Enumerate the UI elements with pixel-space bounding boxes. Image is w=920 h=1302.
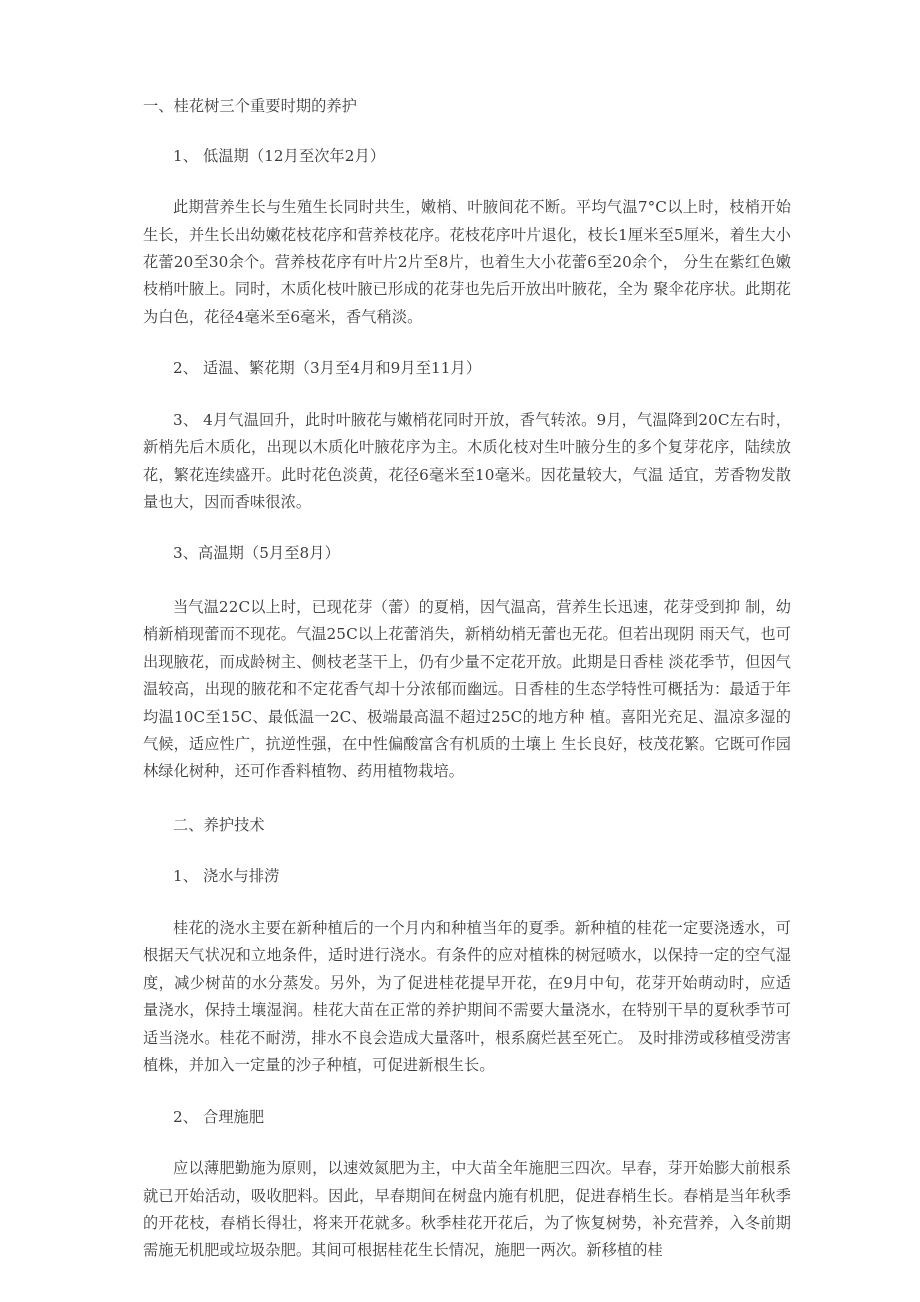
- paragraph-moderate-temperature-flowering-period: 3、 4月气温回升，此时叶腋花与嫩梢花同时开放，香气转浓。9月，气温降到20C左右时，新梢先后木质化，出现以木质化叶腋花序为主。木质化枝对生叶腋分生的多个复芽花序，陆续放花，繁花连续盛开。此时花色淡黄，花径6毫米至10毫米。因花量较大，气温 适宜，芳香物发散量也大，因而香味很浓。: [143, 410, 791, 512]
- section-heading-one: 一、桂花树三个重要时期的养护: [143, 97, 358, 115]
- subheading-watering-and-drainage: 1、 浇水与排涝: [173, 867, 280, 886]
- paragraph-high-temperature-period: 当气温22C以上时，已现花芽（蕾）的夏梢，因气温高，营养生长迅速，花芽受到抑 制，幼梢新梢现蕾而不现花。气温25C以上花蕾消失，新梢幼梢无蕾也无花。但若出现阴 雨天气，也可出现腋花，而成龄树主、侧枝老茎干上，仍有少量不定花开放。此期是日香桂 淡花季节，但因气温较高，出现的腋花和不定花香气却十分浓郁而幽远。日香桂的生态学特性可概括为：最适于年均温10C至15C、最低温一2C、极端最高温不超过25C的地方种 植。喜阳光充足、温凉多湿的气候，适应性广，抗逆性强，在中性偏酸富含有机质的土壤上 生长良好，枝茂花繁。它既可作园林绿化树种，还可作香料植物、药用植物栽培。: [143, 598, 791, 781]
- subheading-rational-fertilization: 2、 合理施肥: [173, 1107, 265, 1126]
- subheading-moderate-temperature-flowering-period: 2、 适温、繁花期（3月至4月和9月至11月）: [173, 359, 482, 378]
- paragraph-rational-fertilization: 应以薄肥勤施为原则，以速效氮肥为主，中大苗全年施肥三四次。早春，芽开始膨大前根系就已开始活动，吸收肥料。因此，早春期间在树盘内施有机肥，促进春梢生长。春梢是当年秋季的开花枝，春梢长得壮，将来开花就多。秋季桂花开花后，为了恢复树势，补充营养，入冬前期需施无机肥或垃圾杂肥。其间可根据桂花生长情况，施肥一两次。新移植的桂: [143, 1159, 791, 1260]
- section-heading-two: 二、养护技术: [173, 815, 265, 834]
- subheading-high-temperature-period: 3、高温期（5月至8月）: [173, 544, 340, 563]
- document-body: [143, 93, 791, 1265]
- paragraph-low-temperature-period: 此期营养生长与生殖生长同时共生，嫩梢、叶腋间花不断。平均气温7°C以上时，枝梢开始生长，并生长出幼嫩花枝花序和营养枝花序。花枝花序叶片退化，枝长1厘米至5厘米，着生大小花蕾20至30余个。营养枝花序有叶片2片至8片，也着生大小花蕾6至20余个， 分生在紫红色嫩枝梢叶腋上。同时，木质化枝叶腋已形成的花芽也先后开放出叶腋花，全为 聚伞花序状。此期花为白色，花径4毫米至6毫米，香气稍淡。: [143, 198, 791, 326]
- paragraph-watering-and-drainage: 桂花的浇水主要在新种植后的一个月内和种植当年的夏季。新种植的桂花一定要浇透水，可根据天气状况和立地条件，适时进行浇水。有条件的应对植株的树冠喷水，以保持一定的空气湿度，减少树苗的水分蒸发。另外，为了促进桂花提早开花，在9月中旬，花芽开始萌动时，应适量浇水，保持土壤湿润。桂花大苗在正常的养护期间不需要大量浇水，在特别干旱的夏秋季节可适当浇水。桂花不耐涝，排水不良会造成大量落叶，根系腐烂甚至死亡。 及时排涝或移植受涝害植株，并加入一定量的沙子种植，可促进新根生长。: [143, 919, 791, 1075]
- subheading-low-temperature-period: 1、 低温期（12月至次年2月）: [173, 146, 386, 165]
